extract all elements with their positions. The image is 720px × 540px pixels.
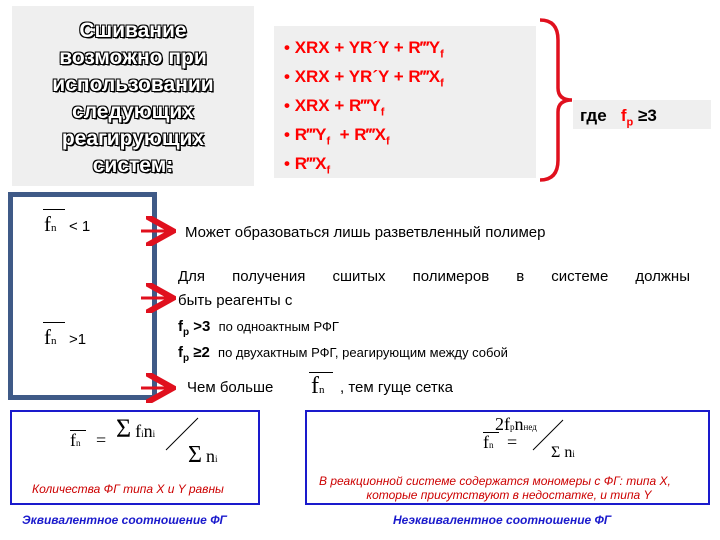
nonequivalent-note-line1: В реакционной системе содержатся мономеры с ФГ: типа X, [319,474,671,488]
formula-numerator: 2fрnнед [495,414,537,434]
formula-lhs: fn [70,430,81,450]
nonequivalent-caption: Неэквивалентное соотношение ФГ [393,513,612,527]
result-branched-polymer: Может образоваться лишь разветвленный полимер [185,224,546,241]
formula-denominator: Σ ni [551,444,575,461]
equivalent-note: Количества ФГ типа X и Y равны [32,482,224,496]
title-line: следующих [72,100,194,123]
system-item: • XRX + YR´Y + $R‴Y_f$ [284,38,444,61]
system-item: • $R‴Y_f$ + $R‴X_f$ [284,125,390,148]
condition-fn-greater-1: fn >1 [44,325,87,349]
equivalent-formula-box [10,410,260,505]
condition-fn-less-1: fn < 1 [44,212,91,236]
result-denser-network-after: , тем гуще сетка [340,379,453,396]
equals-sign: = [96,430,107,450]
formula-lhs: fn [483,432,494,452]
nonequivalent-formula-box [305,410,710,505]
system-item: • $R‴X_f$ [284,154,331,177]
title-line: возможно при [59,46,207,69]
nonequivalent-note-line2: которые присутствуют в недостатке, и типа Y [366,488,652,502]
title-line: Сшивание [79,19,187,42]
system-item: • XRX + YR´Y + $R‴X_f$ [284,67,444,90]
formula-denominator: Σ ni [188,442,218,468]
where-condition: где $f_р \ge 3$ [580,106,657,129]
result-crosslink-line1: Для получения сшитых полимеров в системе должны [178,268,690,285]
title-line: систем: [92,154,174,177]
formula-numerator: Σ fini [116,414,156,443]
equivalent-caption: Эквивалентное соотношение ФГ [22,513,227,527]
result-crosslink-line3: $f_р >3$ по одноактным РФГ [178,318,339,338]
title-line: использовании [52,73,214,96]
result-crosslink-line2: быть реагенты с [178,292,293,309]
equals-sign: = [507,432,518,452]
result-denser-network-before: Чем больше [187,379,274,396]
result-crosslink-line4: $f_р \ge 2$ по двухактным РФГ, реагирующим между собой [178,344,508,364]
system-item: • XRX + $R‴Y_f$ [284,96,385,119]
result-denser-network-fn: fn [311,373,325,399]
title-line: реагирующих [61,127,205,150]
